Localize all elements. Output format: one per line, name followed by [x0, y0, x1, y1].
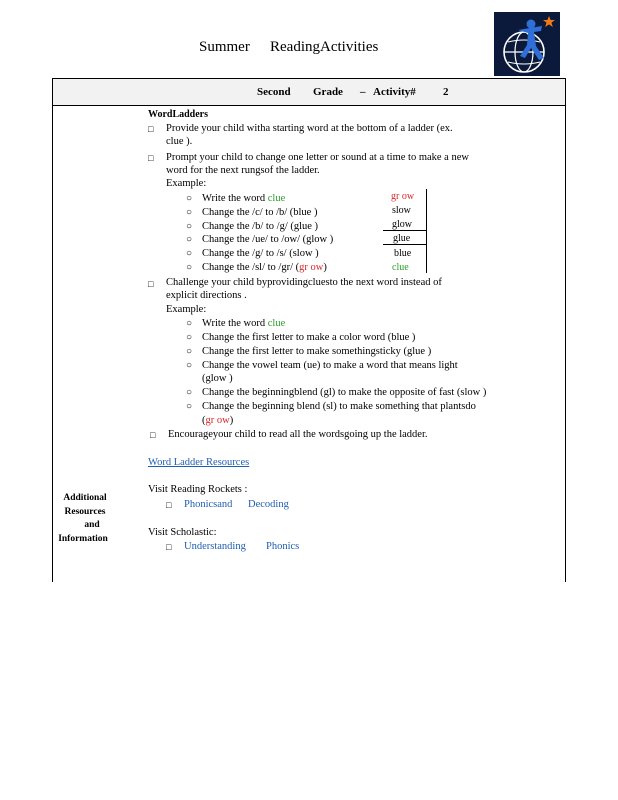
circle-bullet-icon: ○ [186, 193, 193, 204]
visit-scholastic: Visit Scholastic: [148, 527, 217, 538]
circle-bullet-icon: ○ [186, 332, 193, 343]
ex1-item-2: Change the /c/ to /b/ (blue ) [202, 207, 318, 218]
circle-bullet-icon: ○ [186, 221, 193, 232]
square-bullet-icon: □ [148, 124, 154, 134]
ladder-word: blue [394, 248, 412, 259]
example-label: Example: [166, 178, 207, 189]
ladder-word: slow [392, 205, 411, 216]
square-bullet-icon: □ [148, 153, 154, 163]
circle-bullet-icon: ○ [186, 234, 193, 245]
ladder-word: gr ow [391, 191, 415, 202]
ex1-item-4: Change the /ue/ to /ow/ (glow ) [202, 234, 334, 245]
ladder-word: glow [392, 219, 412, 230]
bullet-2-line-1: Prompt your child to change one letter or sound at a time to make a new [166, 152, 469, 163]
ex1-item-6: Change the /sl/ to /gr/ (gr ow) [202, 262, 327, 273]
title-part-2: ReadingActivities [270, 39, 379, 55]
ex2-item-4-cont: (glow ) [202, 373, 233, 384]
square-bullet-icon: □ [166, 500, 172, 510]
section-title: WordLadders [148, 109, 209, 120]
ex2-item-6: Change the beginning blend (sl) to make something that plantsdo [202, 401, 476, 412]
title-part-1: Summer [199, 39, 250, 55]
phonics-link[interactable]: Phonicsand [184, 499, 233, 510]
logo-icon [494, 12, 560, 76]
side-label-line: Information [58, 533, 108, 544]
bullet-3-line-1: Challenge your child byprovidingcluesto the next word instead of [166, 277, 442, 288]
ex1-item-3: Change the /b/ to /g/ (glue ) [202, 221, 319, 232]
bullet-1-line-1: Provide your child witha starting word at the bottom of a ladder (ex. [166, 123, 453, 134]
activity-label: Activity# [373, 86, 416, 98]
additional-resources-label [60, 492, 110, 546]
circle-bullet-icon: ○ [186, 401, 193, 412]
square-bullet-icon: □ [166, 542, 172, 552]
square-bullet-icon: □ [148, 279, 154, 289]
phonics-link-2[interactable]: Phonics [266, 541, 300, 552]
word-ladder-resources-link[interactable]: Word Ladder Resources [148, 457, 250, 468]
bullet-3-line-2: explicit directions . [166, 290, 247, 301]
bullet-4: Encourageyour child to read all the wordsgoing up the ladder. [168, 429, 428, 440]
bullet-1-line-2: clue ). [166, 136, 193, 147]
understanding-link[interactable]: Understanding [184, 541, 246, 552]
ladder-word: glue [393, 233, 411, 244]
example-label: Example: [166, 304, 207, 315]
ladder-rail [426, 189, 427, 273]
ex1-item-1: Write the word clue [202, 193, 286, 204]
ex2-item-6-cont: (gr ow) [202, 415, 234, 426]
ladder-rung [383, 244, 426, 245]
circle-bullet-icon: ○ [186, 318, 193, 329]
activity-number: 2 [443, 86, 449, 98]
circle-bullet-icon: ○ [186, 346, 193, 357]
bullet-2-line-2: word for the next rungsof the ladder. [166, 165, 320, 176]
circle-bullet-icon: ○ [186, 387, 193, 398]
ladder-word: clue [392, 262, 409, 273]
ladder-rung [383, 230, 426, 231]
grade-header-bar [52, 78, 566, 106]
ex2-item-1: Write the word clue [202, 318, 286, 329]
dash: – [360, 86, 366, 98]
ex2-item-2: Change the first letter to make a color word (blue ) [202, 332, 416, 343]
ex2-item-3: Change the first letter to make somethingsticky (glue ) [202, 346, 432, 357]
ex2-item-4: Change the vowel team (ue) to make a word that means light [202, 360, 458, 371]
grade-label: Second [257, 86, 291, 98]
ex2-item-5: Change the beginningblend (gl) to make the opposite of fast (slow ) [202, 387, 487, 398]
square-bullet-icon: □ [150, 430, 156, 440]
ex1-item-5: Change the /g/ to /s/ (slow ) [202, 248, 319, 259]
circle-bullet-icon: ○ [186, 262, 193, 273]
circle-bullet-icon: ○ [186, 360, 193, 371]
side-label-line: Resources [64, 506, 106, 517]
decoding-link[interactable]: Decoding [248, 499, 289, 510]
circle-bullet-icon: ○ [186, 248, 193, 259]
visit-reading-rockets: Visit Reading Rockets : [148, 484, 248, 495]
side-label-line: and [84, 520, 100, 530]
grade-word: Grade [313, 86, 343, 98]
side-label-line: Additional [63, 493, 107, 503]
circle-bullet-icon: ○ [186, 207, 193, 218]
